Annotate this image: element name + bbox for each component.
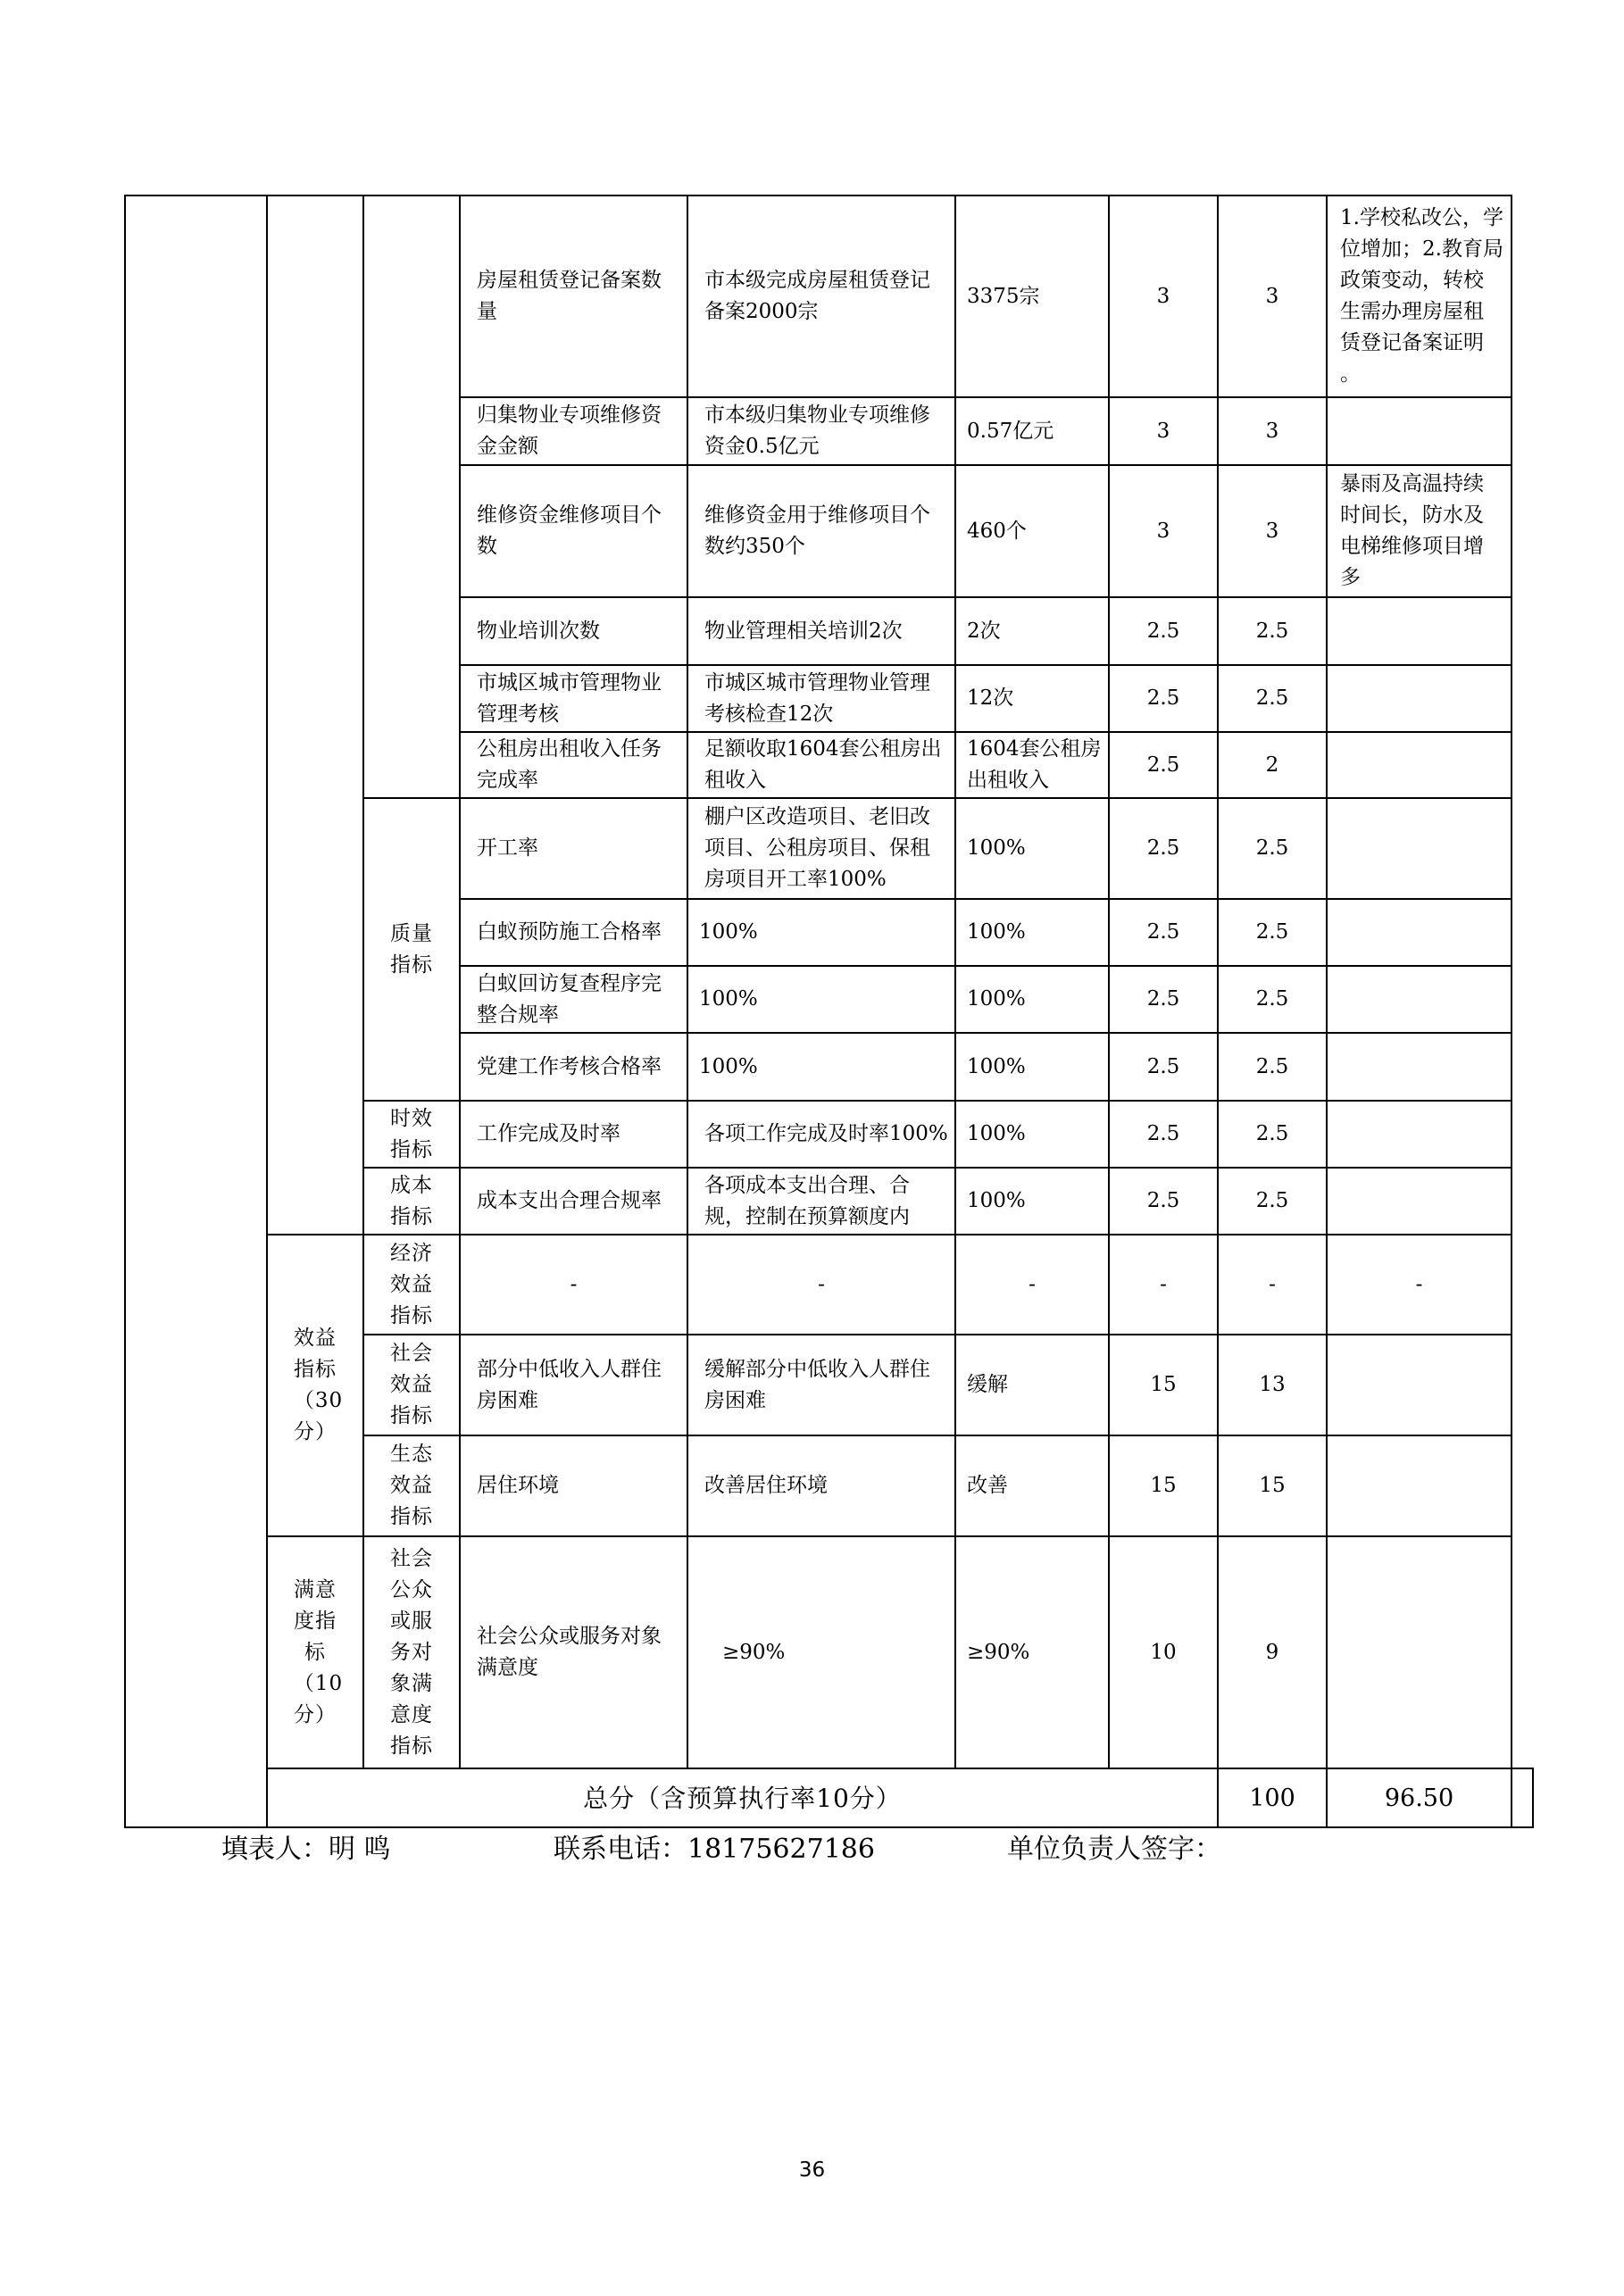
target-cell: 市本级归集物业专项维修资金0.5亿元 (687, 397, 955, 465)
score-cell: 2.5 (1218, 798, 1327, 899)
section-economic (363, 1235, 460, 1335)
score-cell: 3 (1218, 465, 1327, 597)
actual-cell: 0.57亿元 (955, 397, 1109, 465)
section-label: 效益指标（30分） (293, 1327, 344, 1443)
weight-cell: 2.5 (1109, 597, 1218, 665)
weight-cell: 3 (1109, 397, 1218, 465)
score-cell: 2.5 (1218, 966, 1327, 1033)
weight-cell: - (1109, 1235, 1218, 1335)
actual-cell: ≥90% (955, 1536, 1109, 1768)
weight-cell: 3 (1109, 465, 1218, 597)
note-cell: 1.学校私改公，学位增加；2.教育局政策变动，转校生需办理房屋租赁登记备案证明 。 (1327, 195, 1512, 397)
note-cell (1327, 1101, 1512, 1168)
note-cell (1327, 899, 1512, 966)
actual-cell: 100% (955, 899, 1109, 966)
target-cell: 市城区城市管理物业管理考核检查12次 (687, 665, 955, 732)
indicator-cell: 归集物业专项维修资金金额 (460, 397, 687, 465)
weight-cell: 15 (1109, 1335, 1218, 1435)
actual-cell: 100% (955, 1033, 1109, 1101)
actual-cell: 1604套公租房出租收入 (955, 732, 1109, 798)
indicator-cell: 成本支出合理合规率 (460, 1168, 687, 1235)
indicator-cell: 市城区城市管理物业管理考核 (460, 665, 687, 732)
section-label: 社会效益指标 (389, 1342, 433, 1427)
weight-cell: 2.5 (1109, 798, 1218, 899)
score-cell: 15 (1218, 1435, 1327, 1536)
weight-cell: 2.5 (1109, 899, 1218, 966)
target-cell: 各项成本支出合理、合规，控制在预算额度内 (687, 1168, 955, 1235)
indicator-cell: 居住环境 (460, 1435, 687, 1536)
table-cell-empty (363, 195, 460, 798)
indicator-cell: 工作完成及时率 (460, 1101, 687, 1168)
preparer-label: 填表人：明 鸣 (221, 1834, 391, 1865)
indicator-cell: 公租房出租收入任务完成率 (460, 732, 687, 798)
actual-cell: 100% (955, 798, 1109, 899)
note-cell (1327, 1033, 1512, 1101)
weight-cell: 15 (1109, 1435, 1218, 1536)
indicator-cell: 房屋租赁登记备案数量 (460, 195, 687, 397)
note-cell (1327, 597, 1512, 665)
target-cell: 各项工作完成及时率100% (687, 1101, 955, 1168)
score-cell: 2 (1218, 732, 1327, 798)
section-timeliness (363, 1101, 460, 1168)
section-label: 成本指标 (389, 1173, 433, 1228)
score-cell: 2.5 (1218, 1168, 1327, 1235)
score-cell: - (1218, 1235, 1327, 1335)
section-social (363, 1335, 460, 1435)
total-label: 总分（含预算执行率10分） (267, 1768, 1218, 1827)
weight-cell: 2.5 (1109, 1101, 1218, 1168)
target-cell: 足额收取1604套公租房出租收入 (687, 732, 955, 798)
weight-cell: 2.5 (1109, 665, 1218, 732)
total-note (1512, 1768, 1533, 1827)
score-cell: 3 (1218, 397, 1327, 465)
weight-cell: 10 (1109, 1536, 1218, 1768)
indicator-cell: 开工率 (460, 798, 687, 899)
weight-cell: 2.5 (1109, 966, 1218, 1033)
indicator-cell: 白蚁回访复查程序完整合规率 (460, 966, 687, 1033)
weight-cell: 2.5 (1109, 1033, 1218, 1101)
target-cell: 缓解部分中低收入人群住房困难 (687, 1335, 955, 1435)
indicator-cell: 维修资金维修项目个数 (460, 465, 687, 597)
target-cell: 维修资金用于维修项目个数约350个 (687, 465, 955, 597)
indicator-cell: 社会公众或服务对象满意度 (460, 1536, 687, 1768)
note-cell: - (1327, 1235, 1512, 1335)
table-cell-empty (267, 195, 363, 1235)
indicator-cell: 部分中低收入人群住房困难 (460, 1335, 687, 1435)
indicator-cell: 党建工作考核合格率 (460, 1033, 687, 1101)
section-label: 经济效益指标 (389, 1241, 433, 1327)
score-cell: 2.5 (1218, 899, 1327, 966)
note-cell (1327, 798, 1512, 899)
note-cell (1327, 1536, 1512, 1768)
note-cell (1327, 1335, 1512, 1435)
score-cell: 3 (1218, 195, 1327, 397)
score-cell: 2.5 (1218, 1033, 1327, 1101)
total-score: 96.50 (1327, 1768, 1512, 1827)
section-label: 时效指标 (389, 1106, 433, 1161)
target-cell: - (687, 1235, 955, 1335)
note-cell (1327, 1168, 1512, 1235)
score-cell: 13 (1218, 1335, 1327, 1435)
target-cell: 市本级完成房屋租赁登记备案2000宗 (687, 195, 955, 397)
performance-table (124, 195, 1534, 1828)
score-cell: 9 (1218, 1536, 1327, 1768)
weight-cell: 3 (1109, 195, 1218, 397)
target-cell: 100% (687, 1033, 955, 1101)
target-cell: ≥90% (687, 1536, 955, 1768)
target-cell: 物业管理相关培训2次 (687, 597, 955, 665)
note-cell (1327, 665, 1512, 732)
actual-cell: 12次 (955, 665, 1109, 732)
actual-cell: 460个 (955, 465, 1109, 597)
actual-cell: 缓解 (955, 1335, 1109, 1435)
note-cell (1327, 1435, 1512, 1536)
section-quality (363, 798, 460, 1101)
note-cell (1327, 397, 1512, 465)
total-weight: 100 (1218, 1768, 1327, 1827)
actual-cell: 2次 (955, 597, 1109, 665)
section-satisfaction-sub (363, 1536, 460, 1768)
section-label: 满意度指标（10分） (293, 1577, 344, 1726)
actual-cell: 100% (955, 1101, 1109, 1168)
signature-label: 单位负责人签字： (1007, 1834, 1221, 1865)
score-cell: 2.5 (1218, 665, 1327, 732)
section-ecological (363, 1435, 460, 1536)
phone-label: 联系电话：18175627186 (554, 1834, 875, 1865)
score-cell: 2.5 (1218, 597, 1327, 665)
section-cost (363, 1168, 460, 1235)
indicator-cell: 物业培训次数 (460, 597, 687, 665)
note-cell: 暴雨及高温持续时间长，防水及电梯维修项目增多 (1327, 465, 1512, 597)
actual-cell: 3375宗 (955, 195, 1109, 397)
target-cell: 棚户区改造项目、老旧改项目、公租房项目、保租房项目开工率100% (687, 798, 955, 899)
section-label: 质量指标 (389, 921, 433, 977)
target-cell: 100% (687, 966, 955, 1033)
actual-cell: 100% (955, 966, 1109, 1033)
section-label: 社会公众或服务对象满意度指标 (389, 1546, 433, 1758)
weight-cell: 2.5 (1109, 1168, 1218, 1235)
note-cell (1327, 966, 1512, 1033)
actual-cell: 100% (955, 1168, 1109, 1235)
indicator-cell: 白蚁预防施工合格率 (460, 899, 687, 966)
actual-cell: 改善 (955, 1435, 1109, 1536)
note-cell (1327, 732, 1512, 798)
actual-cell: - (955, 1235, 1109, 1335)
weight-cell: 2.5 (1109, 732, 1218, 798)
table-cell-empty (125, 195, 267, 1827)
section-benefit (267, 1235, 363, 1536)
target-cell: 100% (687, 899, 955, 966)
score-cell: 2.5 (1218, 1101, 1327, 1168)
page-number: 36 (798, 2159, 826, 2182)
indicator-cell: - (460, 1235, 687, 1335)
section-satisfaction (267, 1536, 363, 1768)
target-cell: 改善居住环境 (687, 1435, 955, 1536)
section-label: 生态效益指标 (389, 1443, 433, 1528)
